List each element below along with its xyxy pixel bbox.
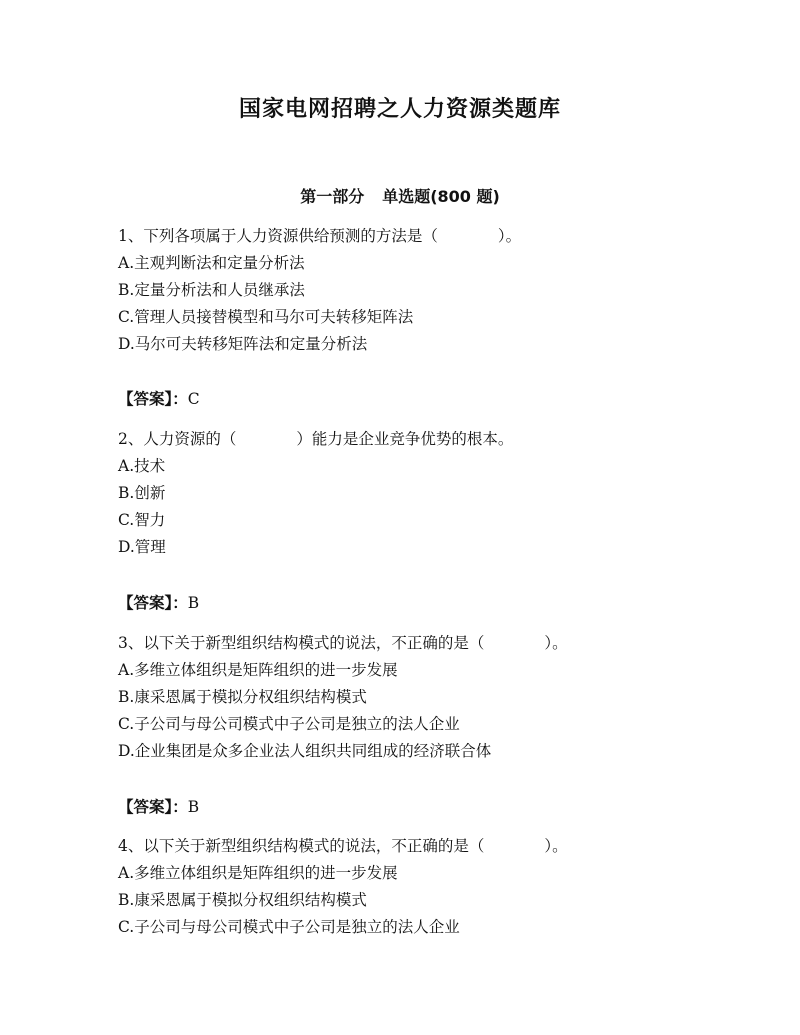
question-option: A.多维立体组织是矩阵组织的进一步发展: [118, 661, 398, 679]
question-option: B.创新: [118, 484, 166, 502]
section-title: [0, 184, 800, 207]
question-option: B.定量分析法和人员继承法: [118, 281, 305, 299]
section-heading: 单选题(800 题): [382, 187, 500, 206]
answer-line: 【答案】：B: [118, 797, 200, 816]
answer-value: B: [187, 798, 200, 816]
question-option: C.管理人员接替模型和马尔可夫转移矩阵法: [118, 308, 414, 326]
question-option: B.康采恩属于模拟分权组织结构模式: [118, 688, 367, 706]
answer-value: C: [187, 390, 200, 408]
question-option: C.子公司与母公司模式中子公司是独立的法人企业: [118, 918, 460, 936]
question-option: D.管理: [118, 538, 166, 556]
answer-value: B: [187, 594, 200, 612]
question-option: D.企业集团是众多企业法人组织共同组成的经济联合体: [118, 742, 492, 760]
question-stem: 2、人力资源的（ ）能力是企业竞争优势的根本。: [118, 430, 514, 448]
question-option: D.马尔可夫转移矩阵法和定量分析法: [118, 335, 368, 353]
document-title: 国家电网招聘之人力资源类题库: [238, 96, 561, 122]
question-stem: 1、下列各项属于人力资源供给预测的方法是（ ）。: [118, 227, 522, 245]
question-option: A.主观判断法和定量分析法: [118, 254, 305, 272]
answer-line: 【答案】：C: [118, 389, 200, 408]
question-option: A.多维立体组织是矩阵组织的进一步发展: [118, 864, 398, 882]
section-part: 第一部分: [300, 187, 365, 206]
answer-line: 【答案】：B: [118, 593, 200, 612]
question-option: B.康采恩属于模拟分权组织结构模式: [118, 891, 367, 909]
question-option: C.智力: [118, 511, 166, 529]
question-option: C.子公司与母公司模式中子公司是独立的法人企业: [118, 715, 460, 733]
question-stem: 3、以下关于新型组织结构模式的说法，不正确的是（ ）。: [118, 634, 568, 652]
question-stem: 4、以下关于新型组织结构模式的说法，不正确的是（ ）。: [118, 837, 568, 855]
question-option: A.技术: [118, 457, 166, 475]
